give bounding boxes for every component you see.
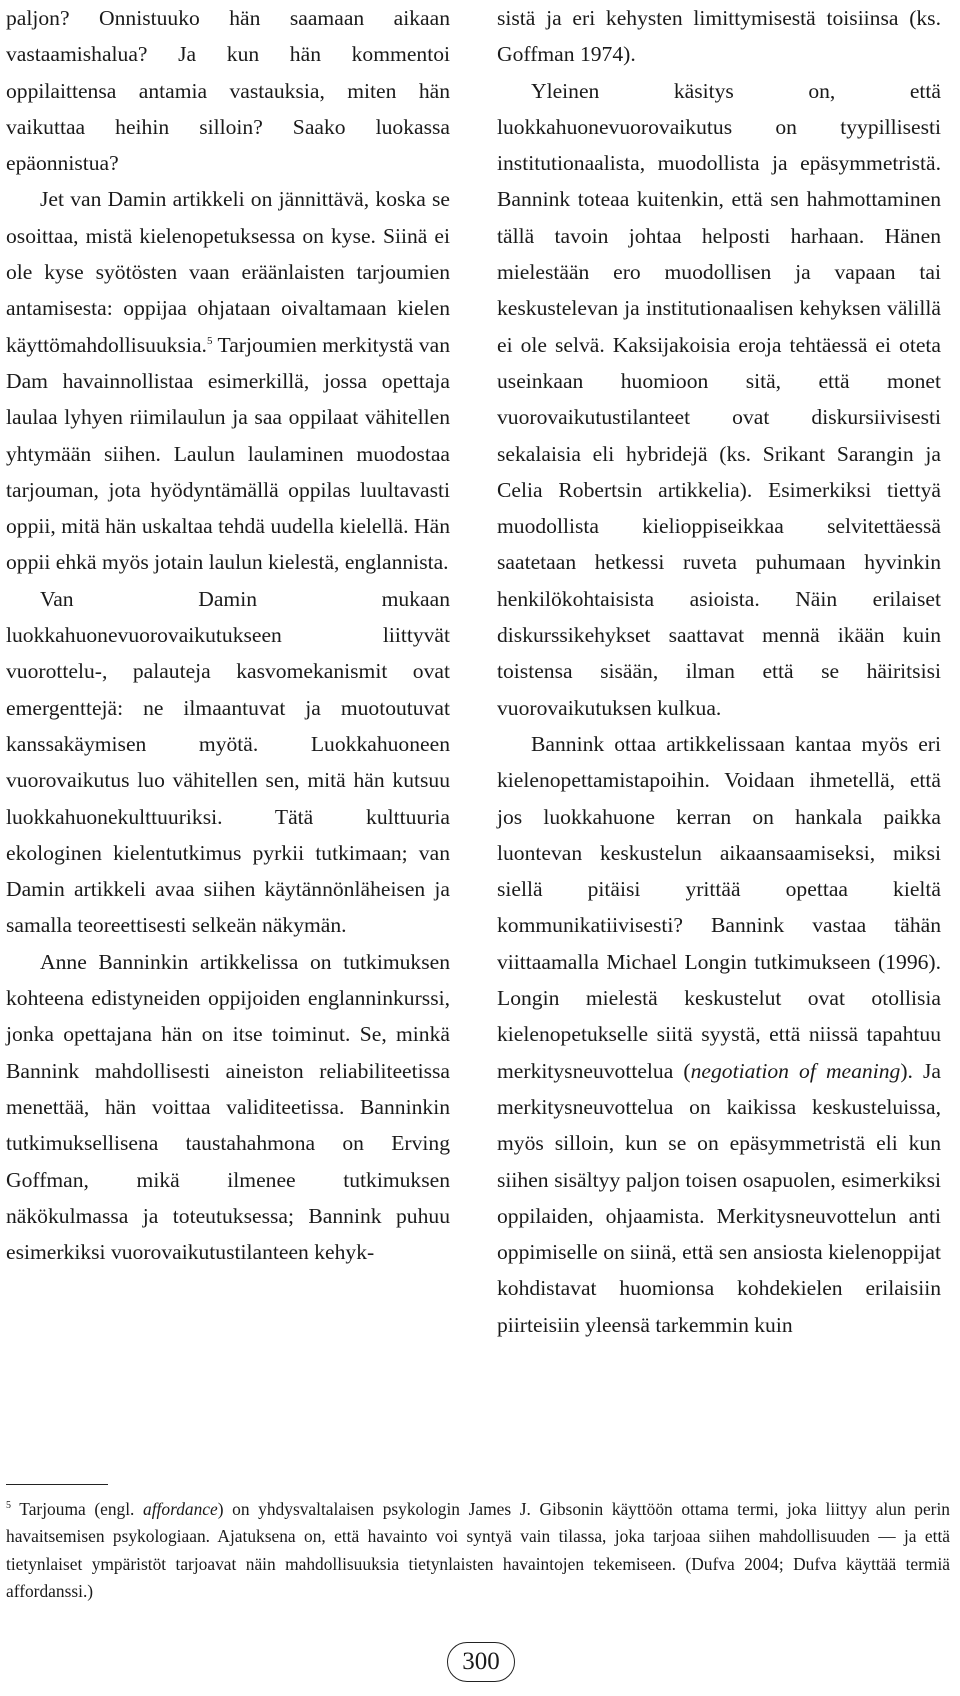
paragraph xyxy=(497,726,941,1343)
footnote-term: affordance xyxy=(143,1499,218,1519)
paragraph-text: ). Ja merkitysneuvottelua on kaikissa keskusteluissa, myös silloin, kun se on epäsymmetristä eli kun siihen sisältyy paljon toisen osapuolen, esimerkiksi oppilaiden, ohjaamista. Merkitysneuvottelun anti oppimiselle on siinä, että sen ansiosta kielenoppijat kohdistavat huomionsa kohdekielen erilaisiin piirteisiin yleensä tarkemmin kuin xyxy=(497,1058,941,1337)
footnote-mark: 5 xyxy=(6,1500,11,1512)
page-number: 300 xyxy=(447,1642,515,1682)
footnote-reference[interactable]: 5 xyxy=(206,334,213,347)
paragraph: sistä ja eri kehysten limittymisestä toisiinsa (ks. Goffman 1974). xyxy=(497,6,941,67)
footnote-divider xyxy=(6,1484,108,1485)
paragraph: Yleinen käsitys on, että luokkahuonevuorovaikutus on tyypillisesti institutionaalista, muodollista ja epäsymmetristä. Bannink toteaa kuitenkin, että sen hahmottaminen tällä tavoin johtaa helposti harhaan. Hänen mielestään ero muodollisen ja vapaan tai keskustelevan ja institutionaalisen kehyksen välillä ei ole selvä. Kaksijakoisia eroja tehtäessä ei oteta useinkaan huomioon sitä, että monet vuorovaikutustilanteet ovat diskursiivisesti sekalaisia eli hybridejä (ks. Srikant Sarangin ja Celia Robertsin artikkelia). Esimerkiksi tiettyä muodollista kielioppiseikkaa selvitettäessä saatetaan hetkessi ruveta puhumaan hyvinkin henkilökohtaisista asioista. Näin erilaiset diskurssikehykset saattavat mennä ikään kuin toistensa sisään, ilman että se häiritsisi vuorovaikutuksen kulkua. xyxy=(497,78,941,720)
paragraph: paljon? Onnistuuko hän saamaan aikaan vastaamishalua? Ja kun hän kommentoi oppilaittensa antamia vastauksia, miten hän vaikuttaa heihin silloin? Saako luokassa epäonnistua? xyxy=(6,6,450,176)
footnote-text: Tarjouma (engl. xyxy=(11,1499,144,1519)
footnote xyxy=(6,1496,950,1605)
paragraph-text: Tarjoumien merkitystä van Dam havainnollistaa esimerkillä, jossa opettaja laulaa lyhyen riimilaulun ja saa oppilaat vähitellen yhtymään siihen. Laulun laulaminen muodostaa tarjouman, jota hyödyntämällä oppilas luultavasti oppii, mitä hän uskaltaa tehdä uudella kielellä. Hän oppii ehkä myös jotain laulun kielestä, englannista. xyxy=(6,332,450,575)
paragraph: Anne Banninkin artikkelissa on tutkimuksen kohteena edistyneiden oppijoiden englanninkurssi, jonka opettajana hän on itse toiminut. Se, minkä Bannink mahdollisesti aineiston reliabiliteetissa menettää, hän voittaa validiteetissa. Banninkin tutkimuksellisena taustahahmona on Erving Goffman, mikä ilmenee tutkimuksen näkökulmassa ja toteutuksessa; Bannink puhuu esimerkiksi vuorovaikutustilanteen kehyk- xyxy=(6,949,450,1265)
left-text-column xyxy=(6,0,450,1270)
paragraph-text: Bannink ottaa artikkelissaan kantaa myös eri kielenopettamistapoihin. Voidaan ihmetellä, että jos luokkahuone kerran on hankala paikka luontevan keskustelun aikaansaamiseksi, miksi siellä pitäisi yrittää opettaa kieltä kommunikatiivisesti? Bannink vastaa tähän viittaamalla Michael Longin tutkimukseen (1996). Longin mielestä keskustelut ovat otollisia kielenopetukselle siitä syystä, että niissä tapahtuu merkitysneuvottelua ( xyxy=(497,731,941,1083)
right-text-column xyxy=(497,0,941,1343)
emphasized-term: negotiation of meaning xyxy=(690,1058,901,1083)
paragraph: Van Damin mukaan luokkahuonevuorovaikutukseen liittyvät vuorottelu-, palauteja kasvomekanismit ovat emergenttejä: ne ilmaantuvat ja muotoutuvat kanssakäymisen myötä. Luokkahuoneen vuorovaikutus luo vähitellen sen, mitä hän kutsuu luokkahuonekulttuuriksi. Tätä kulttuuria ekologinen kielentutkimus pyrkii tutkimaan; van Damin artikkeli avaa siihen käytännönläheisen ja samalla teoreettisesti selkeän näkymän. xyxy=(6,586,450,938)
paragraph-text: Jet van Damin artikkeli on jännittävä, koska se osoittaa, mistä kielenopetuksessa on kyse. Siinä ei ole kyse syötösten vaan eräänlaisten tarjoumien antamisesta: oppijaa ohjataan oivaltamaan kielen käyttömahdollisuuksia. xyxy=(6,187,450,357)
footnote-text: ) on yhdysvaltalaisen psykologin James J. Gibsonin käyttöön ottama termi, joka liittyy alun perin havaitsemisen psykologiaan. Ajatuksena on, että havainto voi syntyä vain tilassa, joka tarjoaa siihen mahdollisuuden — ja että tietynlaiset ympäristöt tarjoavat näin mahdollisuuksia tietynlaisten havaintojen tekemiseen. (Dufva 2004; Dufva käyttää termiä affordanssi.) xyxy=(6,1499,950,1601)
paragraph xyxy=(6,181,450,580)
